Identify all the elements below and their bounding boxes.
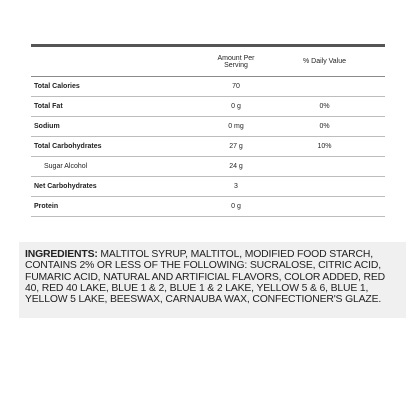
table-row-net-carbohydrates [31, 177, 385, 197]
ingredients-label: INGREDIENTS: [25, 249, 98, 260]
table-row-sugar-alcohol [31, 157, 385, 177]
nutrient-name: Net Carbohydrates [34, 183, 97, 190]
nutrient-amount: 24 g [229, 163, 243, 170]
nutrient-name: Sugar Alcohol [44, 163, 88, 170]
table-row-total-calories [31, 77, 385, 97]
header-amount-per-serving: Amount Per Serving [217, 54, 255, 69]
nutrient-daily-value: 0% [319, 103, 330, 110]
nutrient-amount: 0 g [231, 203, 241, 210]
nutrient-amount: 0 mg [228, 123, 244, 130]
nutrient-name: Sodium [34, 123, 60, 130]
table-header [31, 47, 385, 77]
nutrient-amount: 70 [232, 83, 240, 90]
nutrient-name: Protein [34, 203, 59, 210]
nutrient-amount: 3 [234, 183, 238, 190]
table-row-total-carbohydrates [31, 137, 385, 157]
ingredients-panel [19, 242, 406, 318]
nutrient-name: Total Carbohydrates [34, 143, 102, 150]
header-daily-value: % Daily Value [302, 58, 347, 65]
nutrient-amount: 0 g [231, 103, 241, 110]
nutrient-name: Total Calories [34, 83, 80, 90]
nutrient-daily-value: 0% [319, 123, 330, 130]
nutrient-amount: 27 g [229, 143, 243, 150]
nutrient-daily-value: 10% [317, 143, 332, 150]
nutrition-facts-table [31, 44, 385, 217]
ingredients-text: MALTITOL SYRUP, MALTITOL, MODIFIED FOOD STARCH, CONTAINS 2% OR LESS OF THE FOLLOWING: SUCRALOSE, CITRIC ACID, FUMARIC ACID, NATURAL AND ARTIFICIAL FLAVORS, COLOR ADDED, RED 40, RED 40 LAKE, BLUE 1 & 2, BLUE 1 & 2 LAKE, YELLOW 5 & 6, BLUE 1, YELLOW 5 LAKE, BEESWAX, CARNAUBA WAX, CONFECTIONER'S GLAZE. [25, 249, 386, 306]
table-row-total-fat [31, 97, 385, 117]
table-row-protein [31, 197, 385, 217]
table-row-sodium [31, 117, 385, 137]
nutrient-name: Total Fat [34, 103, 63, 110]
